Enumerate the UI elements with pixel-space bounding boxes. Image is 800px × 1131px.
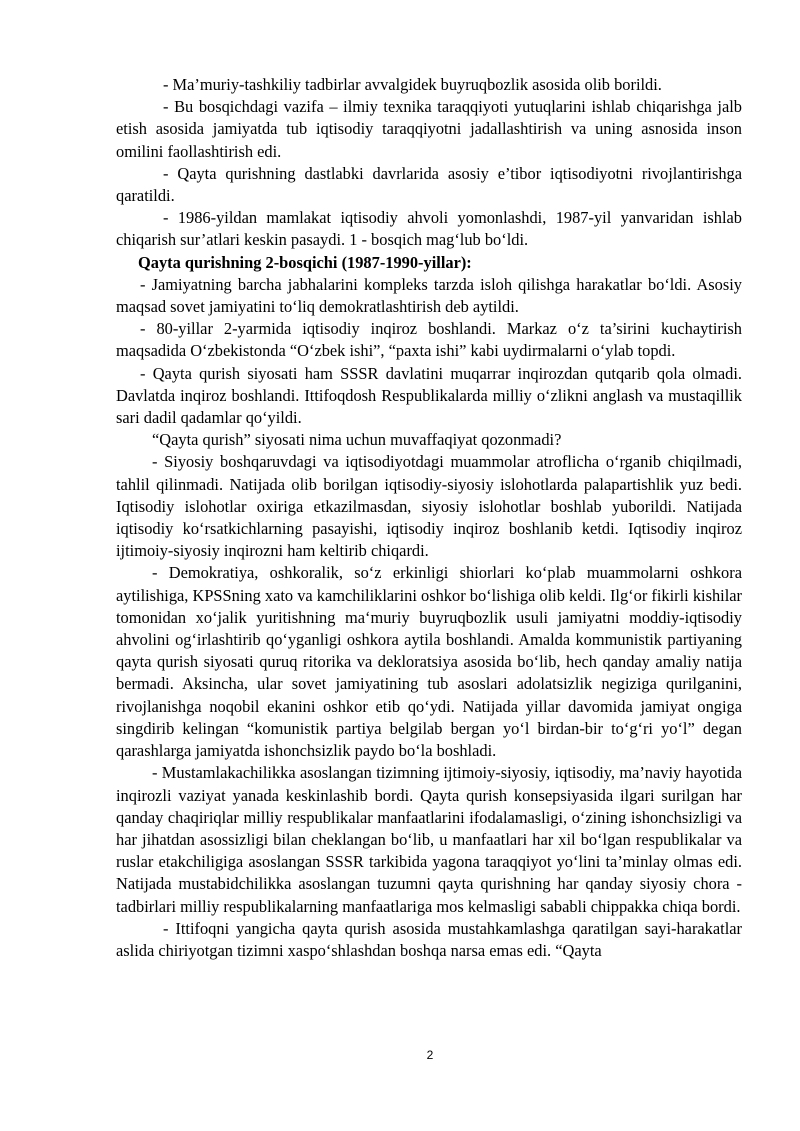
paragraph: - Ma’muriy-tashkiliy tadbirlar avvalgidek buyruqbozlik asosida olib borildi. <box>163 75 662 94</box>
paragraph: - Bu bosqichdagi vazifa – ilmiy texnika taraqqiyoti yutuqlarini ishlab chiqarishga jalb etish asosida jamiyatda tub iqtisodiy taraqqiyotni jadallashtirish va uning asnosida inson omilini faollashtirish edi. <box>116 97 742 161</box>
paragraph: - 80-yillar 2-yarmida iqtisodiy inqiroz boshlandi. Markaz o‘z ta’sirini kuchaytirish maqsadida O‘zbekistonda “O‘zbek ishi”, “paxta ishi” kabi uydirmalarni o‘ylab topdi. <box>116 319 742 361</box>
section-heading: Qayta qurishning 2-bosqichi (1987-1990-yillar): <box>138 252 472 272</box>
paragraph: - 1986-yildan mamlakat iqtisodiy ahvoli yomonlashdi, 1987-yil yanvaridan ishlab chiqarish sur’atlari keskin pasaydi. 1 - bosqich mag‘lub bo‘ldi. <box>116 208 742 250</box>
paragraph: - Demokratiya, oshkoralik, so‘z erkinligi shiorlari ko‘plab muammolarni oshkora aytilishiga, KPSSning xato va kamchiliklarini oshkor bo‘lishiga olib keldi. Ilg‘or fikirli kishilar tomonidan xo‘jalik yuritishning ma‘muriy buyruqbozlik usuli jamiyatni moddiy-iqtisodiy ahvolini og‘irlashtirib qo‘yganligi oshkora aytila boshlandi. Amalda kommunistik partiyaning qayta qurish siyosati quruq ritorika va dekloratsiya asosida bo‘lib, hech qanday amaliy natija bermadi. Aksincha, ular sovet jamiyatining tub asoslari adolatsizlik negiziga qurilganini, rivojlanishga noqobil ekanini oshkor etib qo‘ydi. Natijada yillar davomida jamiyat ongiga singdirib kelingan “komunistik partiya belgilab bergan yo‘l birdan-bir to‘g‘ri yo‘l” degan qarashlarga jamiyatda ishonchsizlik paydo bo‘la boshladi. <box>116 563 742 761</box>
page-number: 2 <box>426 1048 434 1062</box>
paragraph: - Jamiyatning barcha jabhalarini kompleks tarzda isloh qilishga harakatlar bo‘ldi. Asosiy maqsad sovet jamiyatini to‘liq demokratlashtirish deb aytildi. <box>116 274 742 317</box>
paragraph: - Qayta qurish siyosati ham SSSR davlatini muqarrar inqirozdan qutqarib qola olmadi. Davlatda inqiroz boshlandi. Ittifoqdosh Respublikalarda milliy o‘zlikni anglash va mustaqillik sari dadil qadamlar qo‘yildi. <box>116 363 742 428</box>
document-body <box>116 74 742 962</box>
paragraph: - Siyosiy boshqaruvdagi va iqtisodiyotdagi muammolar atroflicha o‘rganib chiqilmadi, tahlil qilinmadi. Natijada olib borilgan iqtisodiy-siyosiy islohotlarda palapartishlik yuz bedi. Iqtisodiy islohotlar oxiriga etkazilmasdan, siyosiy islohotlar boshlab yuborildi. Natijada iqtisodiy ko‘rsatkichlarning pasayishi, iqtisodiy inqiroz boshlanib ketdi. Iqtisodiy inqiroz ijtimoiy-siyosiy inqirozni ham keltirib chiqardi. <box>116 452 742 561</box>
paragraph: - Ittifoqni yangicha qayta qurish asosida mustahkamlashga qaratilgan sayi-harakatlar aslida chiriyotgan tizimni xaspo‘shlashdan boshqa narsa emas edi. “Qayta <box>116 918 742 960</box>
question-line: “Qayta qurish” siyosati nima uchun muvaffaqiyat qozonmadi? <box>152 430 562 450</box>
paragraph: - Mustamlakachilikka asoslangan tizimning ijtimoiy-siyosiy, iqtisodiy, ma’naviy hayotida inqirozli vaziyat yanada keskinlashib bordi. Qayta qurish konsepsiyasida ilgari surilgan har qanday chaqiriqlar milliy respublikalar manfaatlarini ifodalamasligi, o‘zining ishonchsizligi va har jihatdan asossizligi bilan cheklangan bo‘lib, u manfaatlari har xil bo‘lgan respublikalar va ruslar etakchiligiga asoslangan SSSR tarkibida yagona taraqqiyot yo‘lini ta’minlay olmas edi. Natijada mustabidchilikka asoslangan tuzumni qayta qurishning har qanday siyosiy chora - tadbirlari milliy respublikalarning manfaatlariga mos kelmasligi sababli chippakka chiqa bordi. <box>116 763 742 916</box>
paragraph: - Qayta qurishning dastlabki davrlarida asosiy e’tibor iqtisodiyotni rivojlantirishga qaratildi. <box>116 163 742 206</box>
